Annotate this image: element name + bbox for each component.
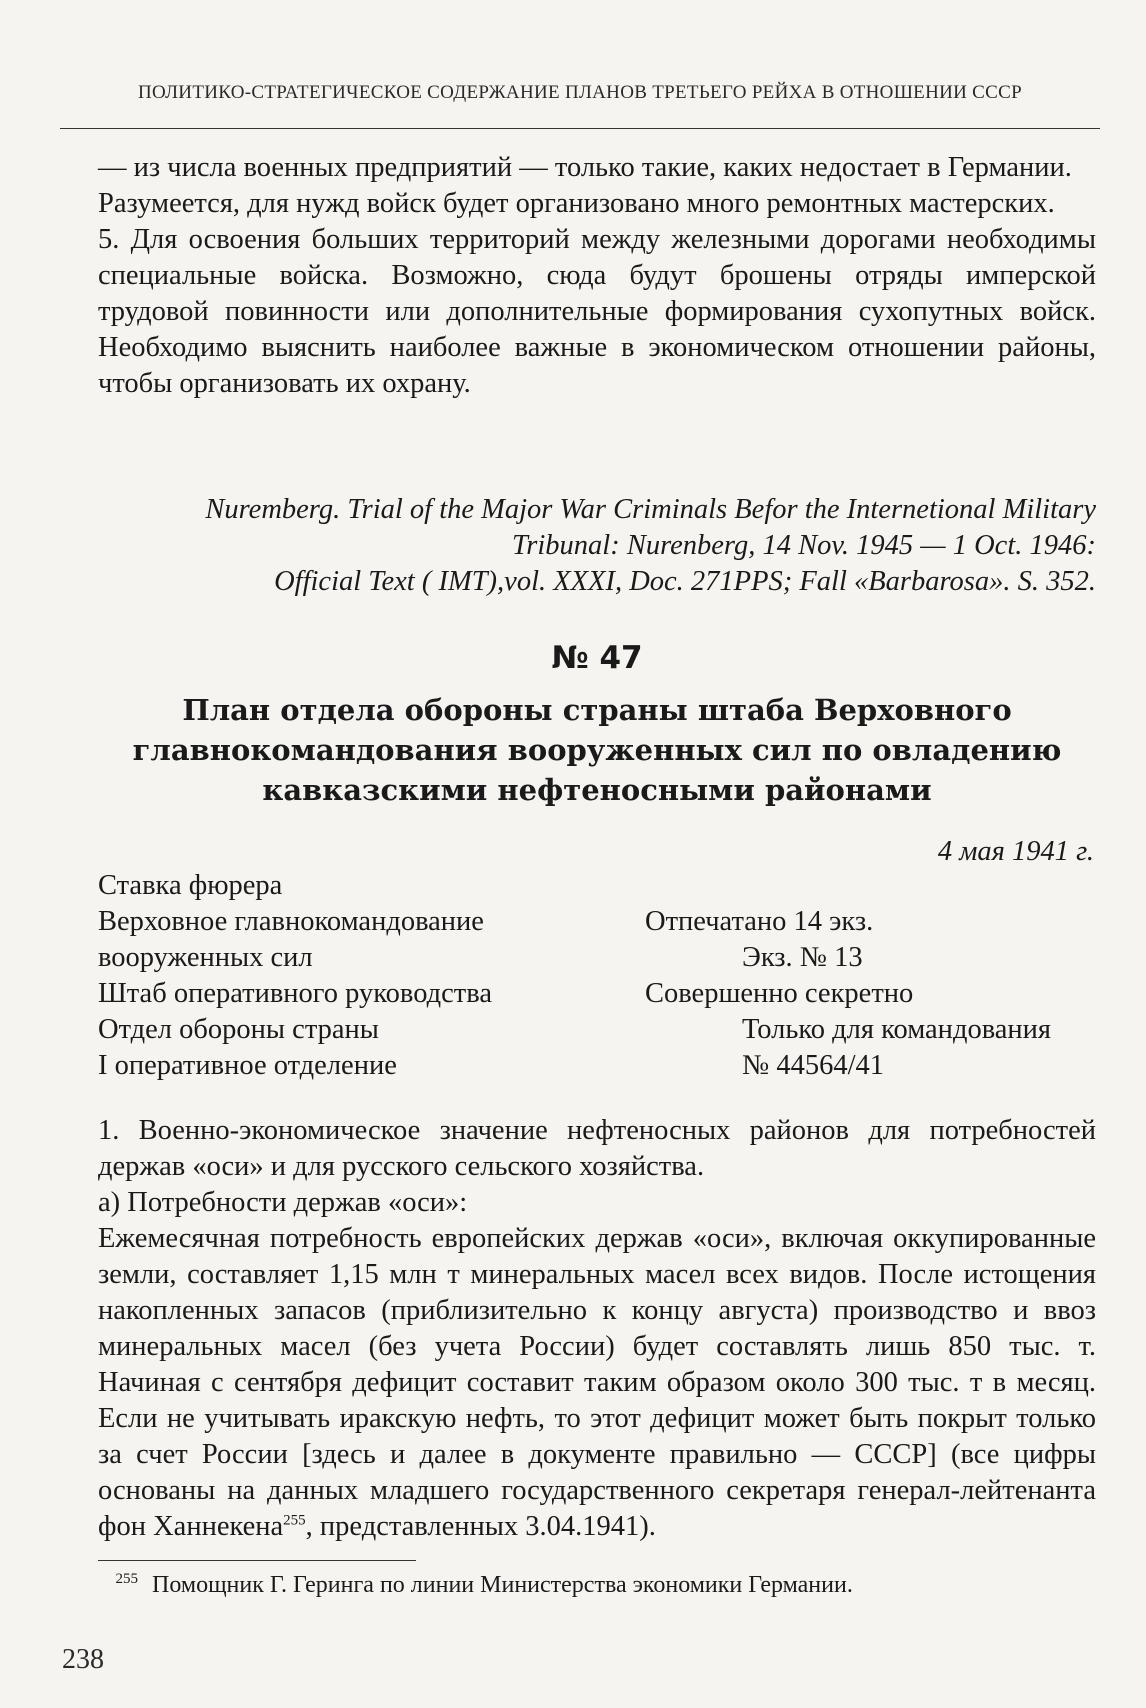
section-paragraph-3-text: Ежемесячная потребность европейских держав «оси», включая оккупированные земли, составляет 1,15 млн т минеральных масел всех видов. После истощения накопленных запасов (приблизительно к концу августа) производство и ввоз минеральных масел (без учета России) будет составлять лишь 850 тыс. т. Начиная с сентября дефицит составит таким образом около 300 тыс. т в месяц. Если не учитывать иракскую нефть, то этот дефицит может быть покрыт только за счет России [здесь и далее в документе правильно — СССР] (все цифры основаны на данных младшего государственного секретаря генерал-лейтенанта фон Ханнекена [98,1223,1096,1542]
footnote-mark: 255 [115,1571,138,1587]
document-title-line-2: главнокомандования вооруженных сил по овладению [132,733,1062,767]
copies-printed: Отпечатано 14 экз. [645,906,874,937]
citation-line-3: Official Text ( IMT),vol. XXXI, Doc. 271PPS; Fall «Barbarosa». S. 352. [274,566,1096,597]
originator-line: Штаб оперативного руководства [98,978,492,1009]
section-paragraph-3 [98,1221,1096,1545]
section-paragraph-2: а) Потребности держав «оси»: [98,1187,468,1218]
copy-number: Экз. № 13 [742,942,863,973]
document-date: 4 мая 1941 г. [937,836,1094,867]
originator-line: Ставка фюрера [98,870,283,901]
header-rule [60,128,1100,129]
citation-line-1: Nuremberg. Trial of the Major War Criminals Befor the Internetional Military [205,494,1096,525]
source-citation [98,492,1096,600]
originator-line: I оперативное отделение [98,1050,397,1081]
page-number: 238 [62,1644,104,1675]
section-paragraph-3-tail: , представленных 3.04.1941). [305,1511,656,1542]
document-number: № 47 [551,640,643,676]
paragraph-continued-3: 5. Для освоения больших территорий между железными дорогами необходимы специальные войска. Возможно, сюда будут брошены отряды имперской трудовой повинности или дополнительные формирования сухопутных войск. Необходимо выяснить наиболее важные в экономическом отношении районы, чтобы организовать их охрану. [98,224,1096,399]
secrecy-stamp: Совершенно секретно [645,978,914,1009]
citation-line-2: Tribunal: Nurenberg, 14 Nov. 1945 — 1 Oct. 1946: [512,530,1096,561]
document-title [98,690,1096,810]
running-header: ПОЛИТИКО-СТРАТЕГИЧЕСКОЕ СОДЕРЖАНИЕ ПЛАНОВ ТРЕТЬЕГО РЕЙХА В ОТНОШЕНИИ СССР [138,82,1022,103]
originator-line: вооруженных сил [98,942,313,973]
originator-line: Верховное главнокомандование [98,906,484,937]
registration-number: № 44564/41 [742,1050,884,1081]
originator-line: Отдел обороны страны [98,1014,379,1045]
footnote-reference[interactable]: 255 [283,1512,306,1529]
paragraph-continued-2: Разумеется, для нужд войск будет организовано много ремонтных мастерских. [98,188,1055,219]
continued-text [98,150,1096,402]
access-restriction: Только для командования [742,1014,1052,1045]
footnote [98,1572,1096,1599]
document-title-line-1: План отдела обороны страны штаба Верховного [182,693,1012,727]
document-classification [0,904,1146,1084]
section-text [98,1113,1096,1545]
footnote-text: Помощник Г. Геринга по линии Министерства экономики Германии. [152,1572,853,1598]
footnote-rule [98,1560,416,1561]
paragraph-continued-1: — из числа военных предприятий — только такие, каких недостает в Германии. [98,152,1072,183]
document-title-line-3: кавказскими нефтеносными районами [262,773,932,807]
section-paragraph-1: 1. Военно-экономическое значение нефтеносных районов для потребностей держав «оси» и для русского сельского хозяйства. [98,1115,1096,1182]
